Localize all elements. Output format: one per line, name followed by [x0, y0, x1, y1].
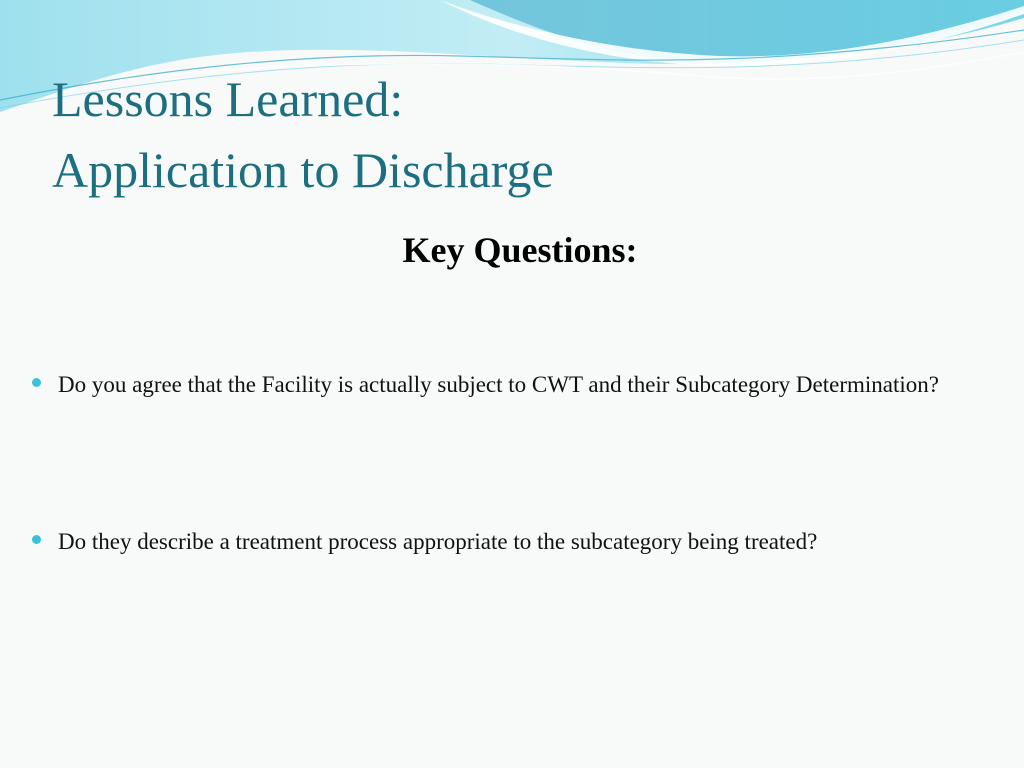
- slide-title: [52, 64, 554, 206]
- bullet-text: Do they describe a treatment process appropriate to the subcategory being treated?: [58, 529, 818, 554]
- slide-title-line-1: Lessons Learned:: [52, 71, 404, 127]
- bullet-text: Do you agree that the Facility is actually subject to CWT and their Subcategory Determination?: [58, 372, 939, 397]
- slide-title-line-2: Application to Discharge: [52, 142, 554, 198]
- slide-subtitle: Key Questions:: [402, 230, 638, 270]
- bullet-icon: [32, 378, 41, 387]
- bullet-icon: [32, 535, 41, 544]
